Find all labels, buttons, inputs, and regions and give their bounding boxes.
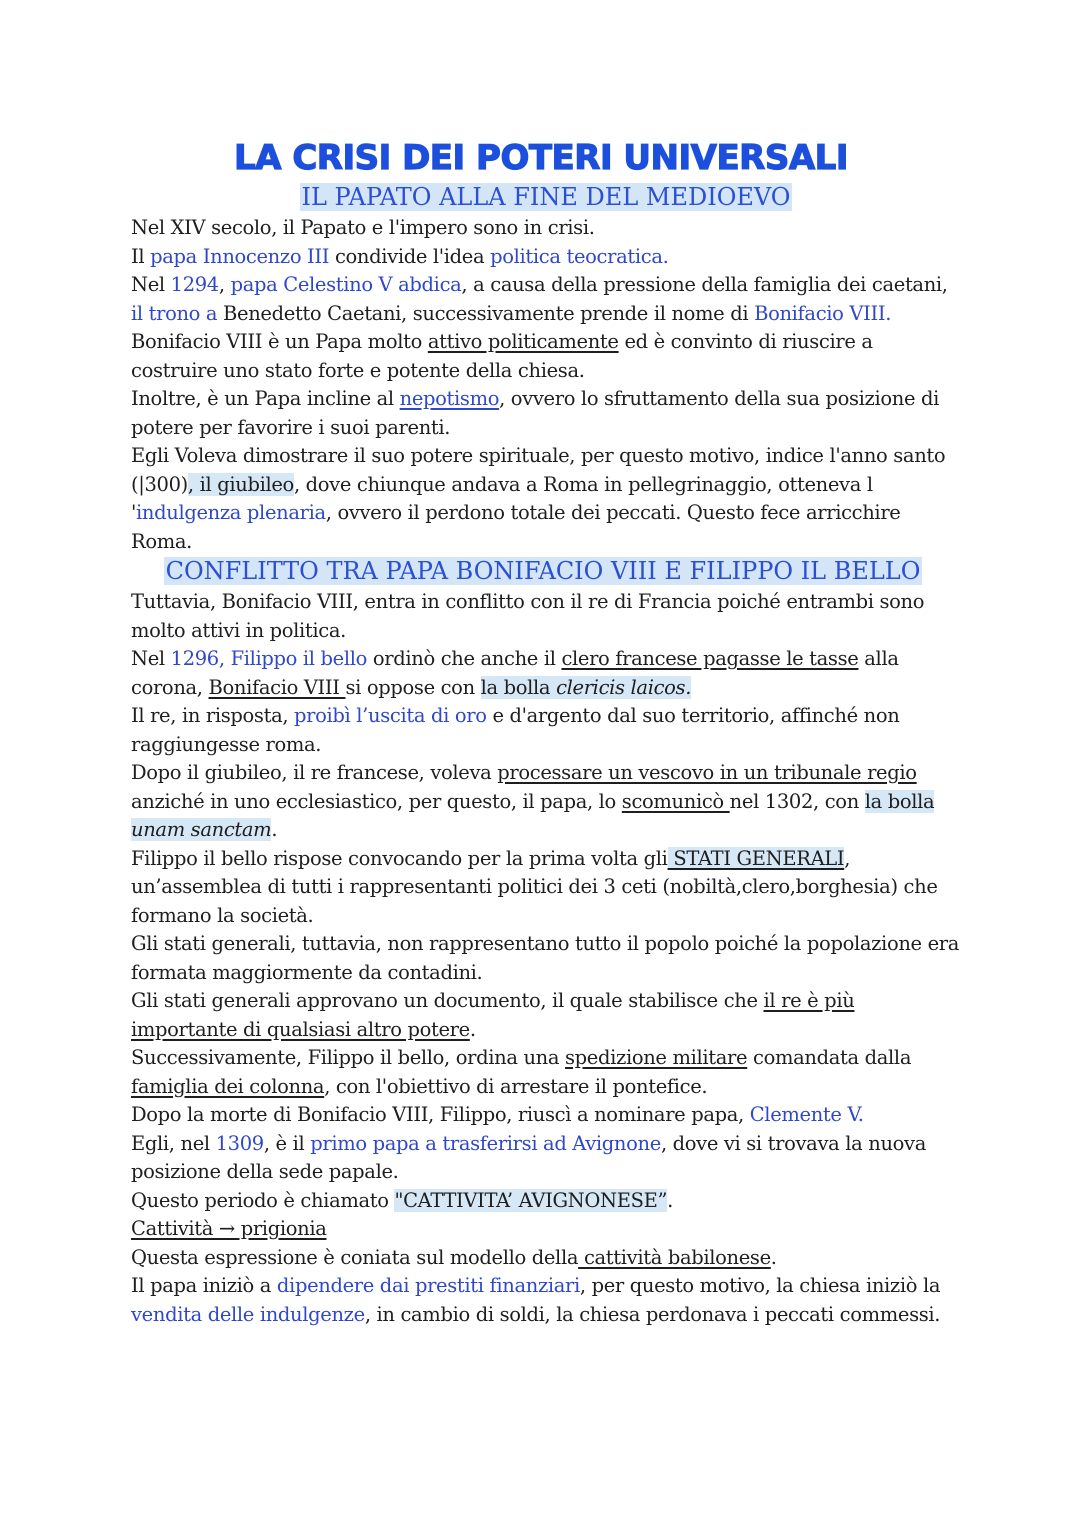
document-page — [131, 136, 961, 1329]
text-segment: . — [469, 1017, 476, 1041]
text-segment: indulgenza plenaria — [136, 501, 326, 524]
text-segment: dipendere dai prestiti finanziari — [276, 1274, 580, 1297]
text-segment: Nel XIV secolo, il Papato e l'impero sono in crisi. — [131, 216, 595, 239]
text-segment: primo papa a trasferirsi ad Avignone — [310, 1131, 661, 1155]
text-segment: Egli, nel — [131, 1131, 216, 1155]
text-segment: Bonifacio VIII — [208, 675, 346, 699]
text-segment: , per questo motivo, la chiesa iniziò la — [579, 1274, 941, 1297]
text-segment: Nel — [131, 273, 171, 296]
text-segment: STATI GENERALI — [667, 846, 845, 870]
paragraph — [131, 1215, 961, 1244]
text-segment: , a causa della pressione della famiglia dei caetani, — [461, 273, 948, 296]
paragraph — [131, 214, 961, 243]
text-segment: papa Innocenzo III — [150, 244, 330, 268]
paragraph — [131, 1272, 961, 1329]
text-segment: Egli Voleva dimostrare il suo potere spirituale, per questo motivo, indice l'anno santo (|300) — [131, 444, 946, 496]
text-segment: Il — [131, 244, 151, 268]
paragraph — [131, 271, 961, 328]
text-segment: 1309 — [215, 1131, 264, 1155]
text-segment: si oppose con — [345, 675, 481, 699]
paragraph — [131, 702, 961, 759]
text-segment: condivide l'idea — [329, 244, 491, 268]
text-segment: , dove chiunque andava a Roma in pellegrinaggio, otteneva l ' — [131, 472, 873, 524]
text-segment: Questa espressione è coniata sul modello della — [131, 1245, 579, 1269]
text-segment: , dove vi si trovava la nuova posizione della sede papale. — [131, 1131, 926, 1183]
section-heading-conflitto: CONFLITTO TRA PAPA BONIFACIO VIII E FILIPPO IL BELLO — [165, 557, 921, 585]
text-segment: Questo periodo è chiamato — [131, 1188, 395, 1212]
text-segment: processare un vescovo in un tribunale regio — [497, 761, 917, 784]
section-heading-papato: IL PAPATO ALLA FINE DEL MEDIOEVO — [301, 183, 791, 211]
paragraph — [131, 442, 961, 556]
text-segment: politica teocratica. — [490, 244, 669, 268]
text-segment: , con l'obiettivo di arrestare il pontefice. — [324, 1074, 708, 1098]
text-segment: Nel — [131, 647, 171, 670]
text-segment: . — [770, 1245, 777, 1269]
document-title: LA CRISI DEI POTERI UNIVERSALI — [234, 138, 848, 178]
text-segment: e d'argento dal suo territorio, affinché non raggiungesse roma. — [131, 704, 900, 756]
text-segment: proibì l’uscita di oro — [294, 704, 487, 727]
text-segment: spedizione militare — [565, 1046, 748, 1069]
text-segment: Dopo la morte di Bonifacio VIII, Filippo, riuscì a nominare papa, — [131, 1103, 750, 1126]
paragraph — [131, 759, 961, 845]
text-segment: "CATTIVITA’ AVIGNONESE” — [394, 1188, 668, 1212]
paragraph — [131, 588, 961, 645]
text-segment: , ovvero lo sfruttamento della sua posizione di potere per favorire i suoi parenti. — [131, 387, 940, 439]
text-segment: Bonifacio VIII è un Papa molto — [131, 330, 428, 353]
text-segment: Il re, in risposta, — [131, 704, 295, 727]
text-segment: Gli stati generali, tuttavia, non rappresentano tutto il popolo poiché la popolazione era formata maggiormente da contadini. — [131, 932, 960, 984]
text-segment: Cattività → prigionia — [131, 1217, 327, 1240]
paragraph — [131, 1101, 961, 1130]
text-segment: scomunicò — [621, 789, 730, 813]
text-segment: 1294 — [170, 273, 219, 296]
text-segment: clero francese pagasse le tasse — [561, 647, 859, 670]
text-segment: Clemente V. — [749, 1103, 864, 1126]
text-segment: nel 1302, con — [729, 789, 865, 813]
text-segment: . — [271, 818, 278, 841]
paragraph — [131, 1044, 961, 1101]
paragraph — [131, 1187, 961, 1216]
text-segment: Dopo il giubileo, il re francese, voleva — [131, 761, 498, 784]
text-segment: Benedetto Caetani, successivamente prende il nome di — [217, 301, 755, 325]
text-segment: papa Celestino V abdica — [230, 273, 462, 296]
paragraph — [131, 385, 961, 442]
paragraph — [131, 845, 961, 931]
text-segment: Successivamente, Filippo il bello, ordina una — [131, 1046, 566, 1069]
text-segment: , ovvero il perdono totale dei peccati. Questo fece arricchire Roma. — [131, 501, 901, 553]
text-segment: clericis laicos. — [556, 675, 692, 699]
text-segment: , un’assemblea di tutti i rappresentanti politici dei 3 ceti (nobiltà,clero,borghesia) che formano la società. — [131, 846, 938, 927]
text-segment: unam sanctam — [131, 818, 272, 841]
text-segment: nepotismo — [399, 387, 500, 410]
text-segment: la bolla — [480, 675, 557, 699]
paragraph — [131, 930, 961, 987]
text-segment: Inoltre, è un Papa incline al — [131, 387, 400, 410]
text-segment: anziché in uno ecclesiastico, per questo, il papa, lo — [131, 789, 622, 813]
text-segment: Gli stati generali approvano un documento, il quale stabilisce che — [131, 989, 764, 1012]
text-segment: ordinò che anche il — [367, 647, 562, 670]
text-segment: ed è convinto di riuscire a costruire uno stato forte e potente della chiesa. — [131, 330, 873, 382]
text-segment: famiglia dei colonna — [131, 1074, 325, 1098]
text-segment: Il papa iniziò a — [131, 1274, 277, 1297]
paragraph — [131, 1130, 961, 1187]
text-segment: il re è più importante di qualsiasi altro potere — [131, 989, 855, 1041]
text-segment: comandata dalla — [747, 1046, 912, 1069]
text-segment: il trono a — [131, 301, 218, 325]
text-segment: Tuttavia, Bonifacio VIII, entra in conflitto con il re di Francia poiché entrambi sono molto attivi in politica. — [131, 590, 925, 642]
text-segment: Filippo il bello rispose convocando per la prima volta gli — [131, 846, 668, 870]
text-segment: 1296, Filippo il bello — [170, 647, 368, 670]
text-segment: attivo politicamente — [427, 330, 619, 353]
paragraph — [131, 987, 961, 1044]
text-segment: , — [218, 273, 231, 296]
text-segment: cattività babilonese — [578, 1245, 771, 1269]
text-segment: . — [667, 1188, 673, 1212]
text-segment: , in cambio di soldi, la chiesa perdonava i peccati commessi. — [364, 1302, 941, 1326]
text-segment: Bonifacio VIII. — [754, 301, 892, 325]
text-segment: , è il — [263, 1131, 311, 1155]
text-segment: alla corona, — [131, 647, 899, 699]
text-segment: , il giubileo — [187, 472, 294, 496]
paragraph — [131, 645, 961, 702]
text-segment: la bolla — [864, 789, 935, 813]
paragraph — [131, 243, 961, 272]
text-segment: vendita delle indulgenze — [131, 1302, 365, 1326]
paragraph — [131, 1244, 961, 1273]
paragraph — [131, 328, 961, 385]
